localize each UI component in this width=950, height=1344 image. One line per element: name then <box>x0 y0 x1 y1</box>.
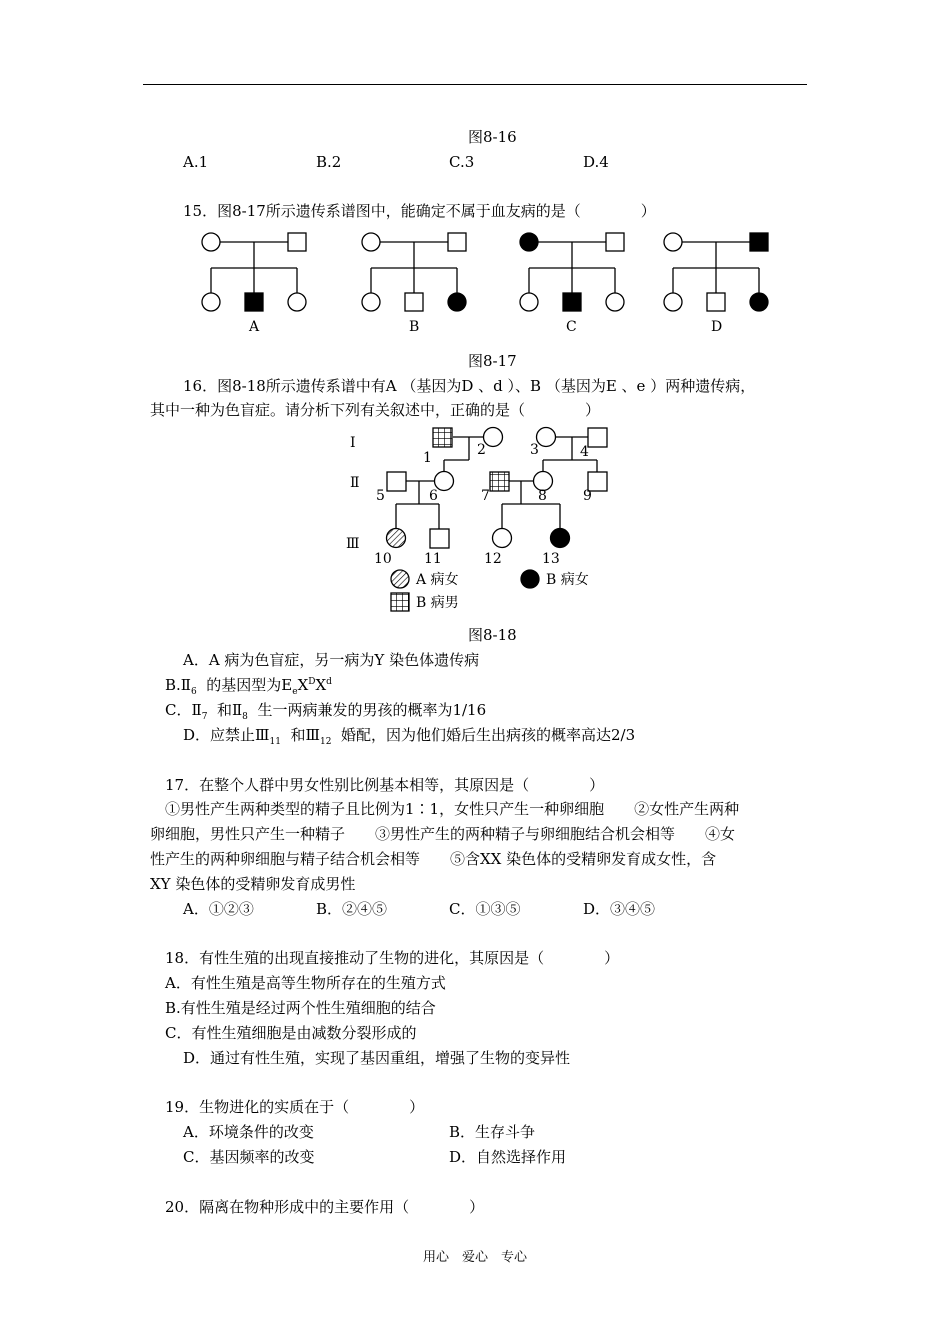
svg-text:7: 7 <box>481 488 490 504</box>
individual-5 <box>387 472 406 491</box>
svg-text:10: 10 <box>374 551 392 567</box>
q18-option-b: B.有性生殖是经过两个性生殖细胞的结合 <box>165 999 436 1017</box>
individual-10-a-affected-female <box>387 529 406 548</box>
svg-text:12: 12 <box>484 551 502 567</box>
legend-b-female-symbol <box>521 570 539 588</box>
q17-option-a: A．①②③ <box>183 900 254 918</box>
figure-8-18-pedigree <box>0 0 950 640</box>
figure-8-18-caption: 图8-18 <box>468 626 517 644</box>
q14-option-b: B.2 <box>316 153 342 171</box>
svg-text:11: 11 <box>424 551 442 567</box>
pedigree-label-d: D <box>711 319 723 335</box>
q18-stem: 18．有性生殖的出现直接推动了生物的进化，其原因是（ ） <box>165 949 620 967</box>
svg-text:2: 2 <box>477 442 486 458</box>
svg-text:3: 3 <box>530 442 539 458</box>
svg-text:1: 1 <box>423 450 432 466</box>
svg-text:6: 6 <box>429 488 438 504</box>
generation-i: Ⅰ <box>350 435 356 451</box>
q19-option-c: C．基因频率的改变 <box>183 1148 315 1166</box>
q18-option-d: D．通过有性生殖，实现了基因重组，增强了生物的变异性 <box>183 1049 571 1067</box>
q18-option-c: C．有性生殖细胞是由减数分裂形成的 <box>165 1024 417 1042</box>
q14-option-c: C.3 <box>449 153 475 171</box>
q19-option-b: B．生存斗争 <box>449 1123 536 1141</box>
page-footer: 用心 爱心 专心 <box>423 1250 528 1265</box>
pedigree-label-b: B <box>409 319 420 335</box>
q17-line2: 卵细胞，男性只产生一种精子 ③男性产生的两种精子与卵细胞结合机会相等 ④女 <box>150 825 736 843</box>
pedigree-label-c: C <box>566 319 577 335</box>
q18-option-a: A．有性生殖是高等生物所存在的生殖方式 <box>165 974 446 992</box>
svg-text:4: 4 <box>580 444 589 460</box>
q17-line1: ①男性产生两种类型的精子且比例为1∶1，女性只产生一种卵细胞 ②女性产生两种 <box>165 800 740 818</box>
q16-option-b: $B.Ⅱ_6$ 的基因型为$E_eX^DX^d$ <box>165 676 332 697</box>
individual-11 <box>430 529 449 548</box>
legend-b-female-label: B 病女 <box>546 572 589 588</box>
individual-4 <box>588 428 607 447</box>
q16-stem-line1: 16．图8-18所示遗传系谱中有A （基因为D 、d ）、B （基因为E 、e ）两种遗传病， <box>183 377 756 395</box>
individual-12 <box>493 529 512 548</box>
individual-1-b-affected-male <box>433 428 452 447</box>
individual-13-b-affected-female <box>551 529 570 548</box>
generation-iii: Ⅲ <box>346 536 360 552</box>
individual-3 <box>537 428 556 447</box>
figure-8-17-caption: 图8-17 <box>468 352 517 370</box>
q17-line3: 性产生的两种卵细胞与精子结合机会相等 ⑤含XX 染色体的受精卵发育成女性，含 <box>150 850 717 868</box>
svg-text:8: 8 <box>538 488 547 504</box>
svg-text:5: 5 <box>376 488 385 504</box>
q14-option-a: A.1 <box>183 153 209 171</box>
figure-8-16-caption: 图8-16 <box>468 128 517 146</box>
q16-option-c: C．$Ⅱ_7$ 和$Ⅱ_8$ 生一两病兼发的男孩的概率为1/16 <box>165 701 487 722</box>
q17-line4: XY 染色体的受精卵发育成男性 <box>150 875 356 893</box>
q19-option-d: D．自然选择作用 <box>449 1148 567 1166</box>
q14-option-d: D.4 <box>583 153 609 171</box>
q15-stem: 15．图8-17所示遗传系谱图中，能确定不属于血友病的是（ ） <box>183 202 656 220</box>
q16-stem-line2: 其中一种为色盲症。请分析下列有关叙述中，正确的是（ ） <box>150 401 601 419</box>
q17-stem: 17．在整个人群中男女性别比例基本相等，其原因是（ ） <box>165 776 605 794</box>
q17-option-d: D．③④⑤ <box>583 900 656 918</box>
individual-2 <box>484 428 503 447</box>
generation-ii: Ⅱ <box>350 475 360 491</box>
q19-stem: 19．生物进化的实质在于（ ） <box>165 1098 425 1116</box>
q17-option-b: B．②④⑤ <box>316 900 388 918</box>
q19-option-a: A．环境条件的改变 <box>183 1123 314 1141</box>
q17-option-c: C．①③⑤ <box>449 900 521 918</box>
legend-a-female-label: A 病女 <box>416 572 459 588</box>
individual-7-b-affected-male <box>490 472 509 491</box>
q16-option-d: D．应禁止$Ⅲ_{11}$ 和$Ⅲ_{12}$ 婚配，因为他们婚后生出病孩的概率高达2/3 <box>183 726 636 747</box>
svg-text:9: 9 <box>583 488 592 504</box>
svg-text:13: 13 <box>542 551 560 567</box>
legend-a-female-symbol <box>391 570 409 588</box>
legend-b-male-label: B 病男 <box>416 595 459 611</box>
q16-option-a: A．A 病为色盲症，另一病为Y 染色体遗传病 <box>183 651 480 669</box>
pedigree-label-a: A <box>249 319 260 335</box>
q20-stem: 20．隔离在物种形成中的主要作用（ ） <box>165 1198 485 1216</box>
legend-b-male-symbol <box>391 593 409 611</box>
